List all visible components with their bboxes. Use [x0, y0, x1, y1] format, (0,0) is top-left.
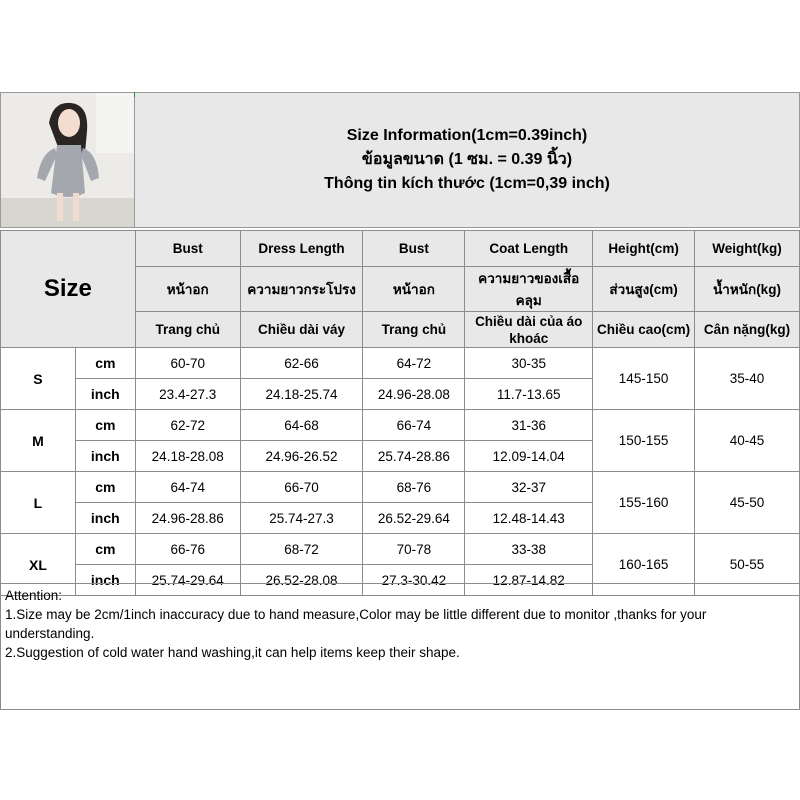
col-header-bust-th: หน้าอก	[135, 267, 240, 312]
table-cell: 25.74-27.3	[240, 503, 363, 534]
table-cell: 64-72	[363, 348, 465, 379]
notes-heading: Attention:	[5, 588, 63, 603]
table-cell: 23.4-27.3	[135, 379, 240, 410]
col-header-height-en: Height(cm)	[593, 231, 695, 267]
size-label-l: L	[1, 472, 76, 534]
height-cell: 155-160	[593, 472, 695, 534]
table-cell: 12.48-14.43	[465, 503, 593, 534]
col-header-bust2-vi: Trang chủ	[363, 312, 465, 348]
col-header-height-vi: Chiều cao(cm)	[593, 312, 695, 348]
table-cell: 12.87-14.82	[465, 565, 593, 596]
size-label-s: S	[1, 348, 76, 410]
col-header-coat-length-th: ความยาวของเสื้อคลุม	[465, 267, 593, 312]
unit-inch: inch	[75, 565, 135, 596]
col-header-bust2-th: หน้าอก	[363, 267, 465, 312]
unit-cm: cm	[75, 348, 135, 379]
table-cell: 33-38	[465, 534, 593, 565]
height-cell: 160-165	[593, 534, 695, 596]
table-cell: 24.18-25.74	[240, 379, 363, 410]
height-cell: 145-150	[593, 348, 695, 410]
unit-cm: cm	[75, 472, 135, 503]
table-cell: 27.3-30.42	[363, 565, 465, 596]
height-cell: 150-155	[593, 410, 695, 472]
unit-inch: inch	[75, 441, 135, 472]
col-header-weight-vi: Cân nặng(kg)	[695, 312, 800, 348]
table-cell: 66-76	[135, 534, 240, 565]
col-header-dress-length-vi: Chiều dài váy	[240, 312, 363, 348]
table-cell: 62-72	[135, 410, 240, 441]
col-header-coat-length-vi: Chiều dài của áo khoác	[465, 312, 593, 348]
table-cell: 62-66	[240, 348, 363, 379]
weight-cell: 40-45	[695, 410, 800, 472]
table-cell: 26.52-28.08	[240, 565, 363, 596]
table-cell: 24.96-28.08	[363, 379, 465, 410]
table-cell: 64-68	[240, 410, 363, 441]
col-header-dress-length-en: Dress Length	[240, 231, 363, 267]
col-header-bust-vi: Trang chủ	[135, 312, 240, 348]
table-cell: 66-74	[363, 410, 465, 441]
unit-inch: inch	[75, 379, 135, 410]
weight-cell: 50-55	[695, 534, 800, 596]
table-cell: 70-78	[363, 534, 465, 565]
table-cell: 30-35	[465, 348, 593, 379]
col-header-weight-en: Weight(kg)	[695, 231, 800, 267]
col-header-coat-length-en: Coat Length	[465, 231, 593, 267]
table-cell: 12.09-14.04	[465, 441, 593, 472]
table-cell: 31-36	[465, 410, 593, 441]
table-cell: 64-74	[135, 472, 240, 503]
col-header-bust-en: Bust	[135, 231, 240, 267]
size-chart-table	[0, 230, 800, 596]
size-header: Size	[1, 231, 136, 348]
notes-line-1: 1.Size may be 2cm/1inch inaccuracy due to hand measure,Color may be little different due to monitor ,thanks for your understanding.	[5, 607, 707, 641]
size-label-xl: XL	[1, 534, 76, 596]
unit-cm: cm	[75, 410, 135, 441]
size-info-title	[135, 92, 800, 228]
weight-cell: 45-50	[695, 472, 800, 534]
table-cell: 24.96-28.86	[135, 503, 240, 534]
model-photo-image	[1, 93, 135, 228]
table-cell: 60-70	[135, 348, 240, 379]
col-header-bust2-en: Bust	[363, 231, 465, 267]
col-header-height-th: ส่วนสูง(cm)	[593, 267, 695, 312]
table-cell: 25.74-28.86	[363, 441, 465, 472]
size-label-m: M	[1, 410, 76, 472]
table-cell: 25.74-29.64	[135, 565, 240, 596]
title-line-thai: ข้อมูลขนาด (1 ซม. = 0.39 นิ้ว)	[361, 151, 573, 168]
col-header-dress-length-th: ความยาวกระโปรง	[240, 267, 363, 312]
table-cell: 26.52-29.64	[363, 503, 465, 534]
attention-notes	[0, 583, 800, 710]
notes-line-2: 2.Suggestion of cold water hand washing,it can help items keep their shape.	[5, 645, 460, 660]
product-photo	[0, 92, 135, 228]
title-line-vietnamese: Thông tin kích thước (1cm=0,39 inch)	[324, 175, 610, 192]
table-cell: 68-72	[240, 534, 363, 565]
table-cell: 24.96-26.52	[240, 441, 363, 472]
table-cell: 68-76	[363, 472, 465, 503]
unit-cm: cm	[75, 534, 135, 565]
table-cell: 32-37	[465, 472, 593, 503]
weight-cell: 35-40	[695, 348, 800, 410]
table-cell: 66-70	[240, 472, 363, 503]
title-line-english: Size Information(1cm=0.39inch)	[346, 127, 588, 144]
header-section	[0, 92, 800, 230]
table-cell: 24.18-28.08	[135, 441, 240, 472]
col-header-weight-th: น้ำหนัก(kg)	[695, 267, 800, 312]
table-cell: 11.7-13.65	[465, 379, 593, 410]
unit-inch: inch	[75, 503, 135, 534]
